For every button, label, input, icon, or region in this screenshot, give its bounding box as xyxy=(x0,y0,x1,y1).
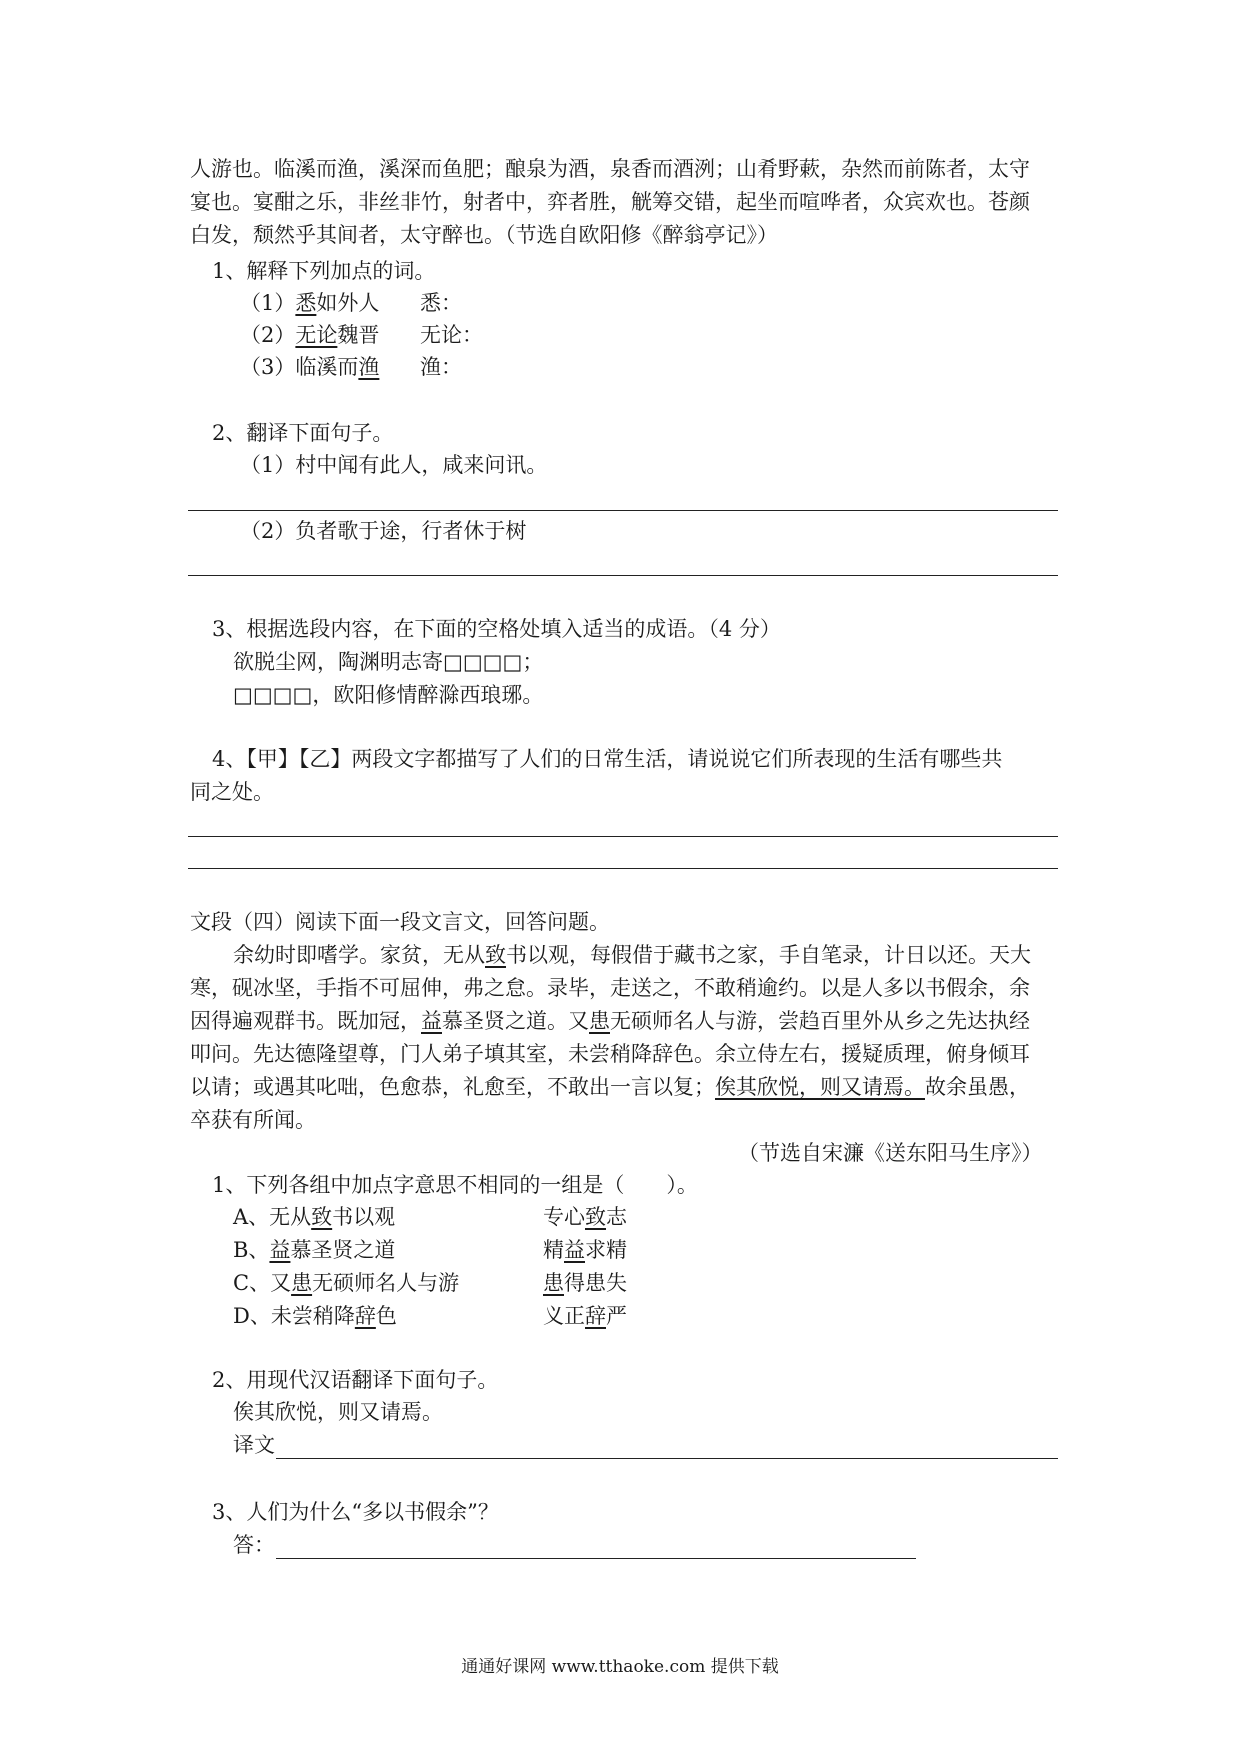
section4-heading: 文段（四）阅读下面一段文言文，回答问题。 xyxy=(190,910,610,934)
dotted-word: 患 xyxy=(589,1009,610,1033)
s4q1-option-d-right xyxy=(543,1301,627,1331)
text-span: 求精 xyxy=(585,1238,627,1262)
underlined-sentence: 俟其欣悦，则又请焉。 xyxy=(715,1075,925,1099)
q3-line-2: □□□□，欧阳修情醉滁西琅琊。 xyxy=(233,683,544,707)
q1-item-1-dotted-word: 悉 xyxy=(295,291,317,315)
text-span: 精 xyxy=(543,1238,564,1262)
q1-item-3 xyxy=(240,352,379,382)
section4-para-line-4: 叩问。先达德隆望尊，门人弟子填其室，未尝稍降辞色。余立侍左右，援疑质理，俯身倾耳 xyxy=(190,1042,1030,1066)
q2-sentence-2: （2）负者歌于途，行者休于树 xyxy=(240,519,527,543)
s4q1-option-a-right xyxy=(543,1202,627,1232)
dotted-word: 益 xyxy=(564,1238,585,1262)
s4q3-answer-label: 答： xyxy=(233,1533,275,1557)
s4q1-option-c-right xyxy=(543,1268,627,1298)
answer-line-s4q2[interactable] xyxy=(276,1458,1058,1459)
section4-para-line-6: 卒获有所闻。 xyxy=(190,1108,316,1132)
page-footer: 通通好课网 www.tthaoke.com 提供下载 xyxy=(461,1657,779,1677)
q3-title: 3、根据选段内容，在下面的空格处填入适当的成语。（4 分） xyxy=(212,617,781,641)
q4-line-1: 4、【甲】【乙】两段文字都描写了人们的日常生活，请说说它们所表现的生活有哪些共 xyxy=(212,747,1003,771)
dotted-word: 患 xyxy=(291,1271,313,1295)
text-span: 以请；或遇其叱咄，色愈恭，礼愈至，不敢出一言以复； xyxy=(190,1075,715,1099)
section4-para-line-1 xyxy=(233,940,1031,970)
q4-line-2: 同之处。 xyxy=(190,780,274,804)
q1-item-1-rest: 如外人 xyxy=(316,291,380,315)
s4q2-sentence: 俟其欣悦，则又请焉。 xyxy=(233,1400,443,1424)
dotted-word: 益 xyxy=(269,1238,291,1262)
q2-sentence-1: （1）村中闻有此人，咸来问讯。 xyxy=(240,453,548,477)
dotted-word: 致 xyxy=(585,1205,606,1229)
q1-title: 1、解释下列加点的词。 xyxy=(212,259,436,283)
text-span: C、又 xyxy=(233,1271,292,1295)
dotted-word: 患 xyxy=(543,1271,564,1295)
text-span: 慕圣贤之道 xyxy=(290,1238,396,1262)
q1-item-2-prefix: （2） xyxy=(240,323,296,347)
q1-item-1 xyxy=(240,288,379,318)
section4-para-line-5 xyxy=(190,1072,1030,1102)
text-span: 专心 xyxy=(543,1205,585,1229)
q1-item-3-prefix: （3）临溪而 xyxy=(240,355,359,379)
s4q2-title: 2、用现代汉语翻译下面句子。 xyxy=(212,1368,499,1392)
text-span: 故余虽愚， xyxy=(925,1075,1030,1099)
q1-item-3-answer-label: 渔： xyxy=(420,355,462,379)
q1-item-2 xyxy=(240,320,379,350)
text-span: 得患失 xyxy=(564,1271,627,1295)
q1-item-3-dotted-word: 渔 xyxy=(358,355,380,379)
passage-line-2: 宴也。宴酣之乐，非丝非竹，射者中，弈者胜，觥筹交错，起坐而喧哗者，众宾欢也。苍颜 xyxy=(190,190,1030,214)
s4q2-answer-label: 译文 xyxy=(233,1433,275,1457)
text-span: 无硕师名人与游 xyxy=(312,1271,460,1295)
section4-source: （节选自宋濂《送东阳马生序》） xyxy=(738,1141,1043,1165)
answer-line-q4-2[interactable] xyxy=(188,868,1058,869)
s4q1-option-b-right xyxy=(543,1235,627,1265)
q1-item-1-prefix: （1） xyxy=(240,291,296,315)
text-span: 严 xyxy=(606,1304,627,1328)
answer-line-q2-2[interactable] xyxy=(188,575,1058,576)
text-span: 志 xyxy=(606,1205,627,1229)
s4q1-option-a-left xyxy=(233,1202,395,1232)
s4q1-option-d-left xyxy=(233,1301,397,1331)
text-span: 慕圣贤之道。又 xyxy=(442,1009,589,1033)
q1-item-1-answer-label: 悉： xyxy=(420,291,462,315)
q3-line-1: 欲脱尘网，陶渊明志寄□□□□； xyxy=(233,650,544,674)
dotted-word: 致 xyxy=(485,943,506,967)
passage-line-1: 人游也。临溪而渔，溪深而鱼肥；酿泉为酒，泉香而酒洌；山肴野蔌，杂然而前陈者，太守 xyxy=(190,157,1030,181)
section4-para-line-3 xyxy=(190,1006,1030,1036)
text-span: 书以观 xyxy=(332,1205,396,1229)
text-span: 因得遍观群书。既加冠， xyxy=(190,1009,421,1033)
text-span: 色 xyxy=(375,1304,397,1328)
answer-line-s4q3[interactable] xyxy=(276,1558,916,1559)
s4q1-option-c-left xyxy=(233,1268,459,1298)
q2-title: 2、翻译下面句子。 xyxy=(212,421,394,445)
text-span: 义正 xyxy=(543,1304,585,1328)
text-span: D、未尝稍降 xyxy=(233,1304,355,1328)
dotted-word: 辞 xyxy=(585,1304,606,1328)
text-span: 无硕师名人与游，尝趋百里外从乡之先达执经 xyxy=(610,1009,1030,1033)
q1-item-2-rest: 魏晋 xyxy=(337,323,380,347)
text-span: A、无从 xyxy=(233,1205,312,1229)
s4q3-title: 3、人们为什么“多以书假余”？ xyxy=(212,1500,499,1524)
dotted-word: 致 xyxy=(311,1205,333,1229)
q1-item-2-dotted-word: 无论 xyxy=(295,323,338,347)
q1-item-2-answer-label: 无论： xyxy=(420,323,483,347)
answer-line-q2-1[interactable] xyxy=(188,510,1058,511)
passage-line-3: 白发，颓然乎其间者，太守醉也。（节选自欧阳修《醉翁亭记》） xyxy=(190,223,778,247)
text-span: B、 xyxy=(233,1238,270,1262)
answer-line-q4-1[interactable] xyxy=(188,836,1058,837)
dotted-word: 辞 xyxy=(354,1304,376,1328)
s4q1-option-b-left xyxy=(233,1235,395,1265)
s4q1-title: 1、下列各组中加点字意思不相同的一组是（ ）。 xyxy=(212,1173,698,1197)
text-span: 余幼时即嗜学。家贫，无从 xyxy=(233,943,485,967)
text-span: 书以观，每假借于藏书之家，手自笔录，计日以还。天大 xyxy=(506,943,1031,967)
dotted-word: 益 xyxy=(421,1009,442,1033)
section4-para-line-2: 寒，砚冰坚，手指不可屈伸，弗之怠。录毕，走送之，不敢稍逾约。以是人多以书假余，余 xyxy=(190,976,1030,1000)
